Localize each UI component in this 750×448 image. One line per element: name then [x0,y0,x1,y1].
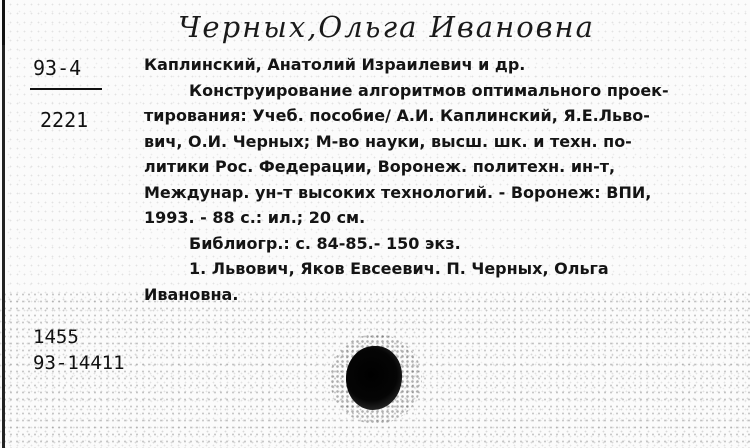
record-publisher-line: Междунар. ун-т высоких технологий. - Воронеж: ВПИ, [144,182,652,202]
record-title-line: вич, О.И. Черных; М-во науки, высш. шк. и техн. по- [144,131,632,151]
record-tracings-cont: Ивановна. [144,284,239,304]
record-title-line: Конструирование алгоритмов оптимального проек- [189,80,669,100]
record-bibliography-note: Библиогр.: с. 84-85.- 150 экз. [189,233,461,253]
record-collation-line: 1993. - 88 с.: ил.; 20 см. [144,208,366,227]
accession-number-1: 1455 [33,326,79,348]
bibliographic-record [144,52,744,307]
shelf-mark-divider [30,88,102,90]
card-left-edge [2,0,5,448]
shelf-mark-top: 93-4 [33,56,82,80]
record-title-line: литики Рос. Федерации, Воронеж. политехн. ин-т, [144,157,616,176]
accession-number-2: 93-14411 [33,352,125,374]
record-author: Каплинский, Анатолий Израилевич и др. [144,55,526,74]
card-left-edge-top [2,0,5,45]
shelf-mark-bottom: 2221 [40,108,89,132]
record-tracings: 1. Львович, Яков Евсеевич. П. Черных, Ольга [189,259,609,278]
record-title-line: тирования: Учеб. пособие/ А.И. Каплинский, Я.Е.Льво- [144,106,650,125]
handwritten-heading: Черных,Ольга Ивановна [178,10,595,44]
